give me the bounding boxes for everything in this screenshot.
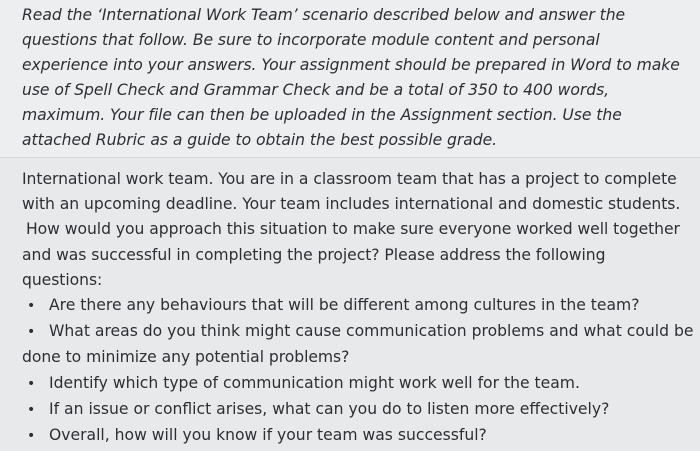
list-item	[22, 293, 694, 319]
list-item	[22, 371, 694, 397]
bullet-icon: •	[27, 375, 36, 392]
instructions-line-3: experience into your answers. Your assignment should be prepared in Word to make	[22, 56, 680, 75]
bullet-icon: •	[27, 298, 36, 315]
assignment-instructions	[0, 0, 700, 155]
instructions-line-6: attached Rubric as a guide to obtain the best possible grade.	[22, 131, 498, 150]
scenario-line-2: with an upcoming deadline. Your team includes international and domestic students.	[22, 195, 681, 214]
scenario-line-1: International work team. You are in a classroom team that has a project to complete	[22, 170, 677, 188]
bullet-text: Are there any behaviours that will be different among cultures in the team?	[49, 296, 640, 315]
instructions-line-1: Read the ‘International Work Team’ scenario described below and answer the	[22, 6, 626, 24]
bullet-text: Overall, how will you know if your team was successful?	[49, 426, 487, 445]
list-item	[22, 423, 694, 449]
bullet-icon: •	[27, 428, 36, 445]
bullet-continuation: done to minimize any potential problems?	[22, 348, 350, 367]
instructions-line-2: questions that follow. Be sure to incorporate module content and personal	[22, 31, 600, 50]
instructions-line-5: maximum. Your file can then be uploaded in the Assignment section. Use the	[22, 106, 622, 125]
scenario-line-5: questions:	[22, 270, 103, 289]
list-item	[22, 397, 694, 423]
list-item	[22, 319, 694, 345]
scenario-line-3: How would you approach this situation to make sure everyone worked well together	[26, 220, 680, 239]
scenario-line-4: and was successful in completing the project? Please address the following	[22, 245, 606, 264]
bullet-text: What areas do you think might cause communication problems and what could be	[49, 322, 694, 341]
bullet-text: If an issue or conflict arises, what can you do to listen more effectively?	[49, 399, 610, 418]
bullet-icon: •	[27, 324, 36, 341]
instructions-line-4: use of Spell Check and Grammar Check and be a total of 350 to 400 words,	[22, 81, 610, 100]
bullet-text: Identify which type of communication might work well for the team.	[49, 373, 580, 392]
scenario-section	[0, 158, 700, 451]
bullet-icon: •	[27, 401, 36, 418]
